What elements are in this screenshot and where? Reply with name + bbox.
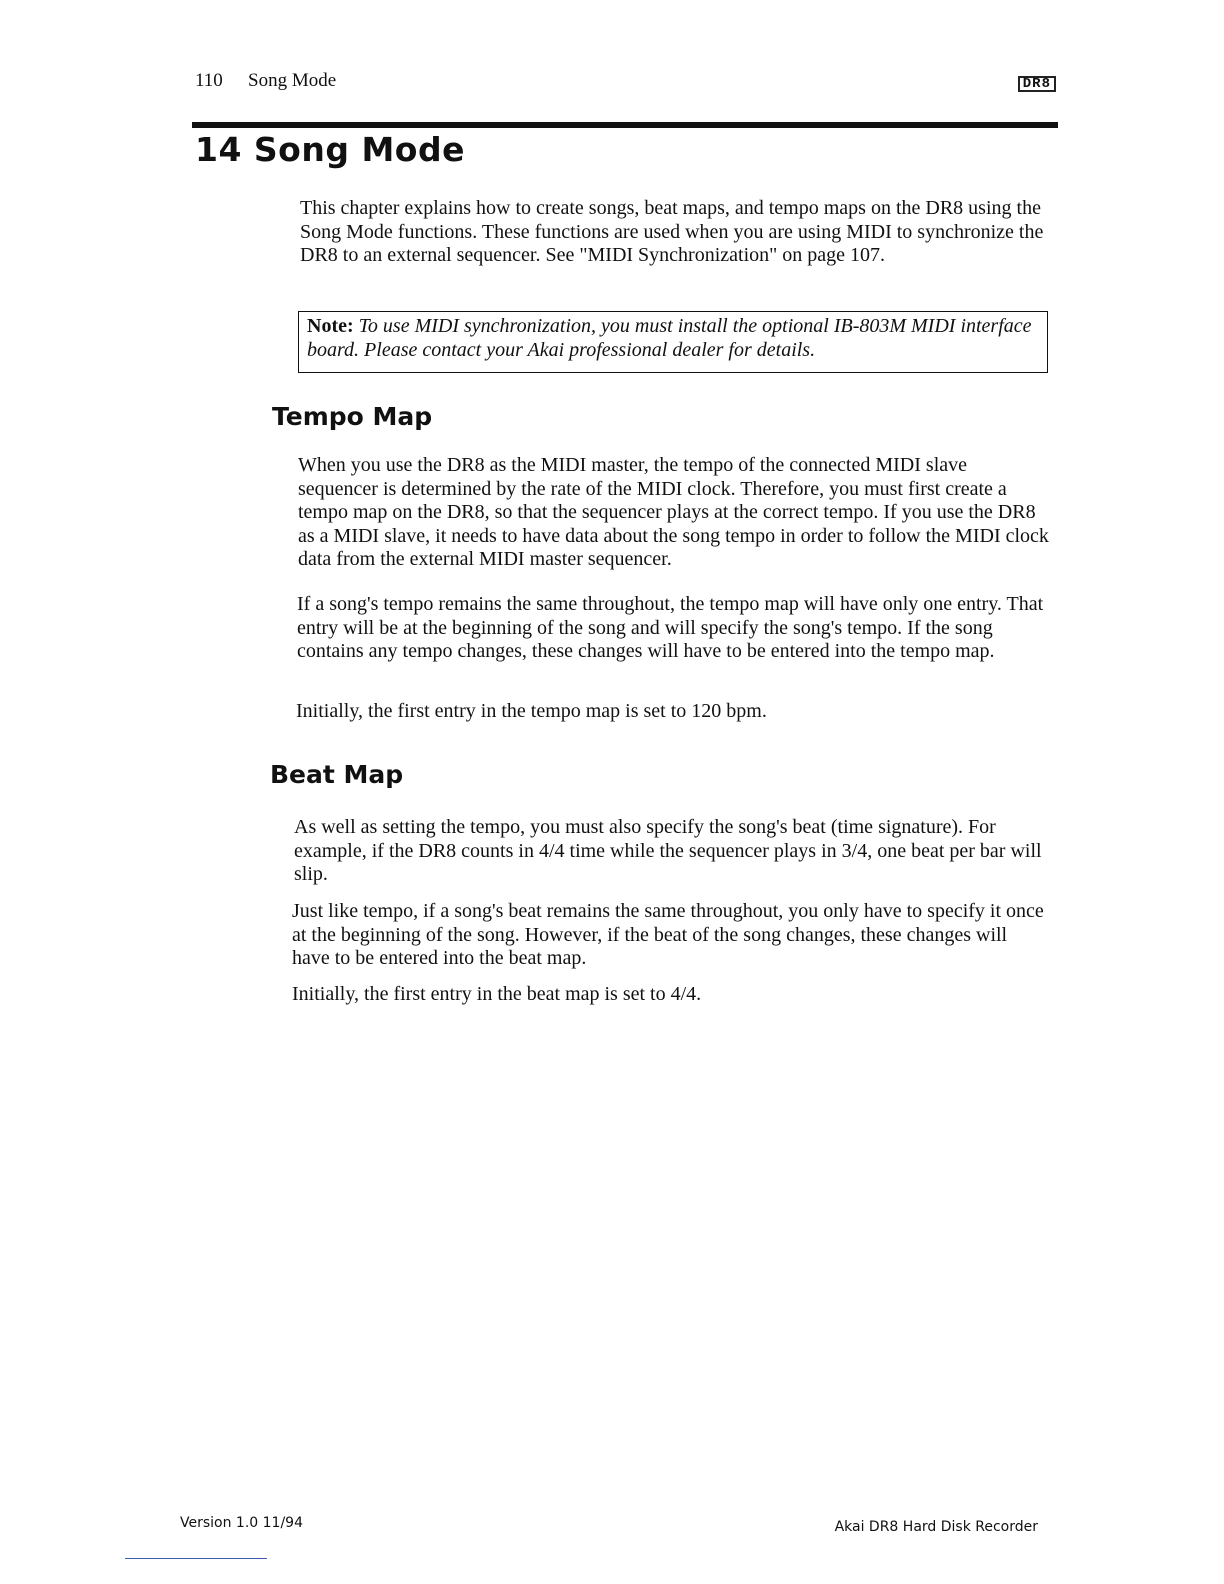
footer-version: Version 1.0 11/94 [180, 1515, 303, 1531]
header-rule [192, 122, 1058, 128]
chapter-title: 14 Song Mode [195, 130, 465, 169]
page-header [195, 66, 1060, 100]
dr8-logo: DR8 [1018, 76, 1056, 92]
note-box [298, 311, 1048, 373]
footer-product: Akai DR8 Hard Disk Recorder [834, 1519, 1038, 1535]
page-number: 110 [195, 70, 223, 91]
beat-map-paragraph: As well as setting the tempo, you must also specify the song's beat (time signature). For example, if the DR8 counts in 4/4 time while the sequencer plays in 3/4, one beat per bar will slip. [294, 816, 1042, 885]
chapter-intro: This chapter explains how to create songs, beat maps, and tempo maps on the DR8 using the Song Mode functions. These functions are used when you are using MIDI to synchronize the DR8 to an external sequencer. See "MIDI Synchronization" on page 107. [300, 197, 1044, 266]
beat-map-heading: Beat Map [270, 760, 404, 789]
tempo-map-heading: Tempo Map [272, 402, 433, 431]
tempo-map-paragraph: Initially, the first entry in the tempo map is set to 120 bpm. [296, 700, 767, 722]
tempo-map-paragraph: If a song's tempo remains the same throughout, the tempo map will have only one entry. That entry will be at the beginning of the song and will specify the song's tempo. If the song contains any tempo changes, these changes will have to be entered into the tempo map. [297, 593, 1044, 662]
footer-rule [125, 1558, 267, 1559]
note-label: Note: [307, 315, 354, 337]
header-section-title: Song Mode [248, 70, 337, 91]
beat-map-paragraph: Initially, the first entry in the beat map is set to 4/4. [292, 983, 702, 1005]
tempo-map-paragraph: When you use the DR8 as the MIDI master, the tempo of the connected MIDI slave sequencer is determined by the rate of the MIDI clock. Therefore, you must first create a tempo map on the DR8, so that the sequencer plays at the correct tempo. If you use the DR8 as a MIDI slave, it needs to have data about the song tempo in order to follow the MIDI clock data from the external MIDI master sequencer. [298, 454, 1049, 570]
beat-map-paragraph: Just like tempo, if a song's beat remains the same throughout, you only have to specify it once at the beginning of the song. However, if the beat of the song changes, these changes will have to be entered into the beat map. [292, 900, 1044, 969]
note-text: To use MIDI synchronization, you must install the optional IB-803M MIDI interface board. Please contact your Akai professional dealer for details. [307, 315, 1032, 361]
